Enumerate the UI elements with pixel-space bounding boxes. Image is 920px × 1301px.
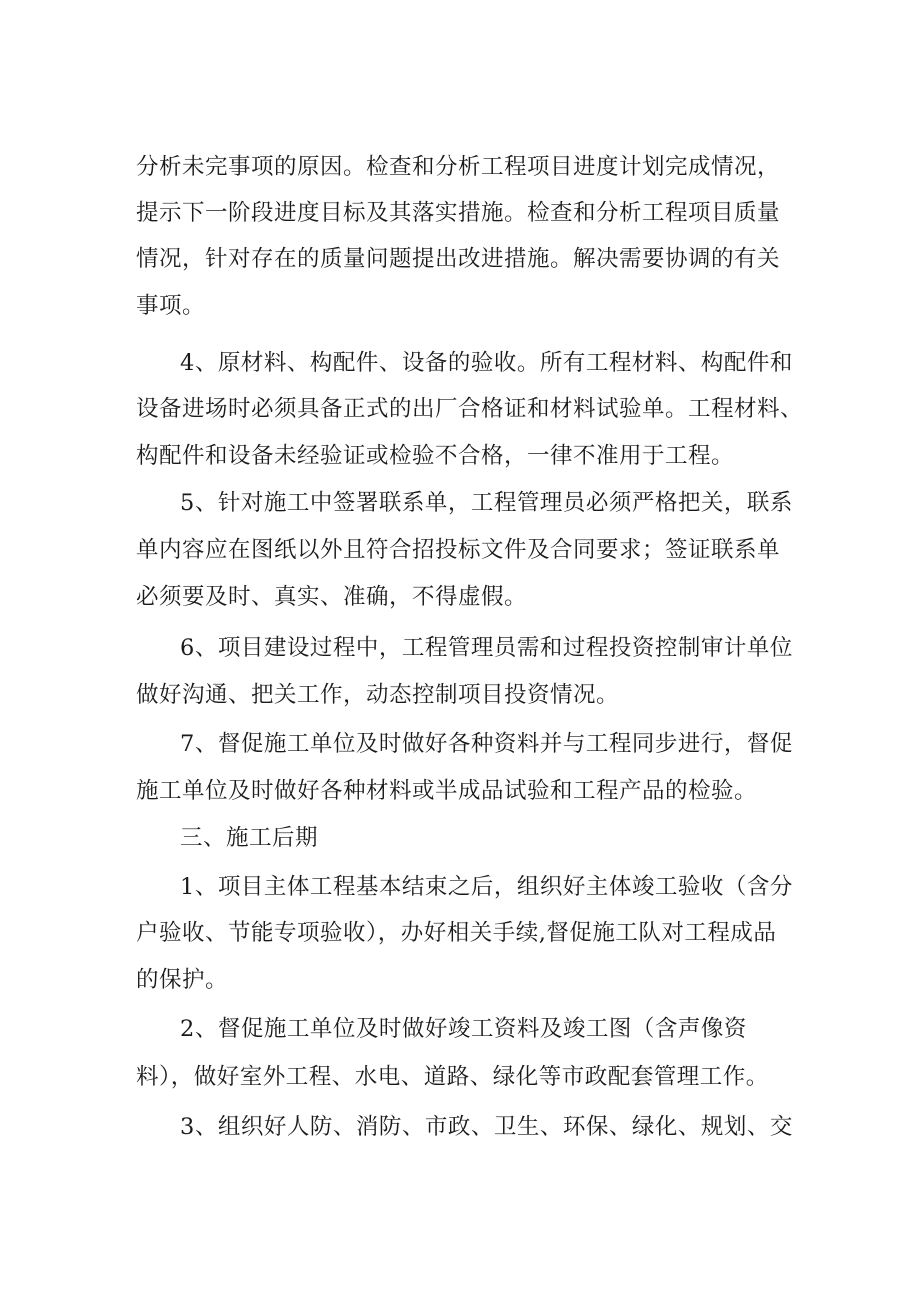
text-line: 做好沟通、把关工作，动态控制项目投资情况。: [136, 682, 620, 708]
text-line: 的保护。: [136, 967, 229, 993]
paragraph-start-line: 1、项目主体工程基本结束之后，组织好主体竣工验收（含分: [180, 874, 793, 900]
text-line: 构配件和设备未经验证或检验不合格，一律不准用于工程。: [136, 443, 735, 469]
text-line: 单内容应在图纸以外且符合招投标文件及合同要求；签证联系单: [136, 537, 781, 563]
section-heading: 三、施工后期: [180, 825, 319, 851]
text-line: 施工单位及时做好各种材料或半成品试验和工程产品的检验。: [136, 778, 758, 804]
text-line: 必须要及时、真实、准确，不得虚假。: [136, 584, 528, 610]
text-line: 事项。: [136, 293, 206, 319]
paragraph-start-line: 4、原材料、构配件、设备的验收。所有工程材料、构配件和: [180, 350, 793, 376]
paragraph-start-line: 3、组织好人防、消防、市政、卫生、环保、绿化、规划、交: [180, 1114, 793, 1140]
text-line: 情况，针对存在的质量问题提出改进措施。解决需要协调的有关: [136, 246, 781, 272]
text-line: 设备进场时必须具备正式的出厂合格证和材料试验单。工程材料、: [136, 396, 804, 422]
text-line: 料），做好室外工程、水电、道路、绿化等市政配套管理工作。: [136, 1064, 769, 1090]
paragraph-start-line: 7、督促施工单位及时做好各种资料并与工程同步进行，督促: [180, 731, 793, 757]
text-line: 提示下一阶段进度目标及其落实措施。检查和分析工程项目质量: [136, 200, 781, 226]
paragraph-start-line: 5、针对施工中签署联系单，工程管理员必须严格把关，联系: [180, 490, 793, 516]
paragraph-start-line: 6、项目建设过程中，工程管理员需和过程投资控制审计单位: [180, 635, 793, 661]
text-line: 户验收、节能专项验收），办好相关手续,督促施工队对工程成品: [136, 920, 777, 946]
paragraph-start-line: 2、督促施工单位及时做好竣工资料及竣工图（含声像资: [180, 1016, 747, 1042]
text-line: 分析未完事项的原因。检查和分析工程项目进度计划完成情况，: [136, 154, 781, 180]
